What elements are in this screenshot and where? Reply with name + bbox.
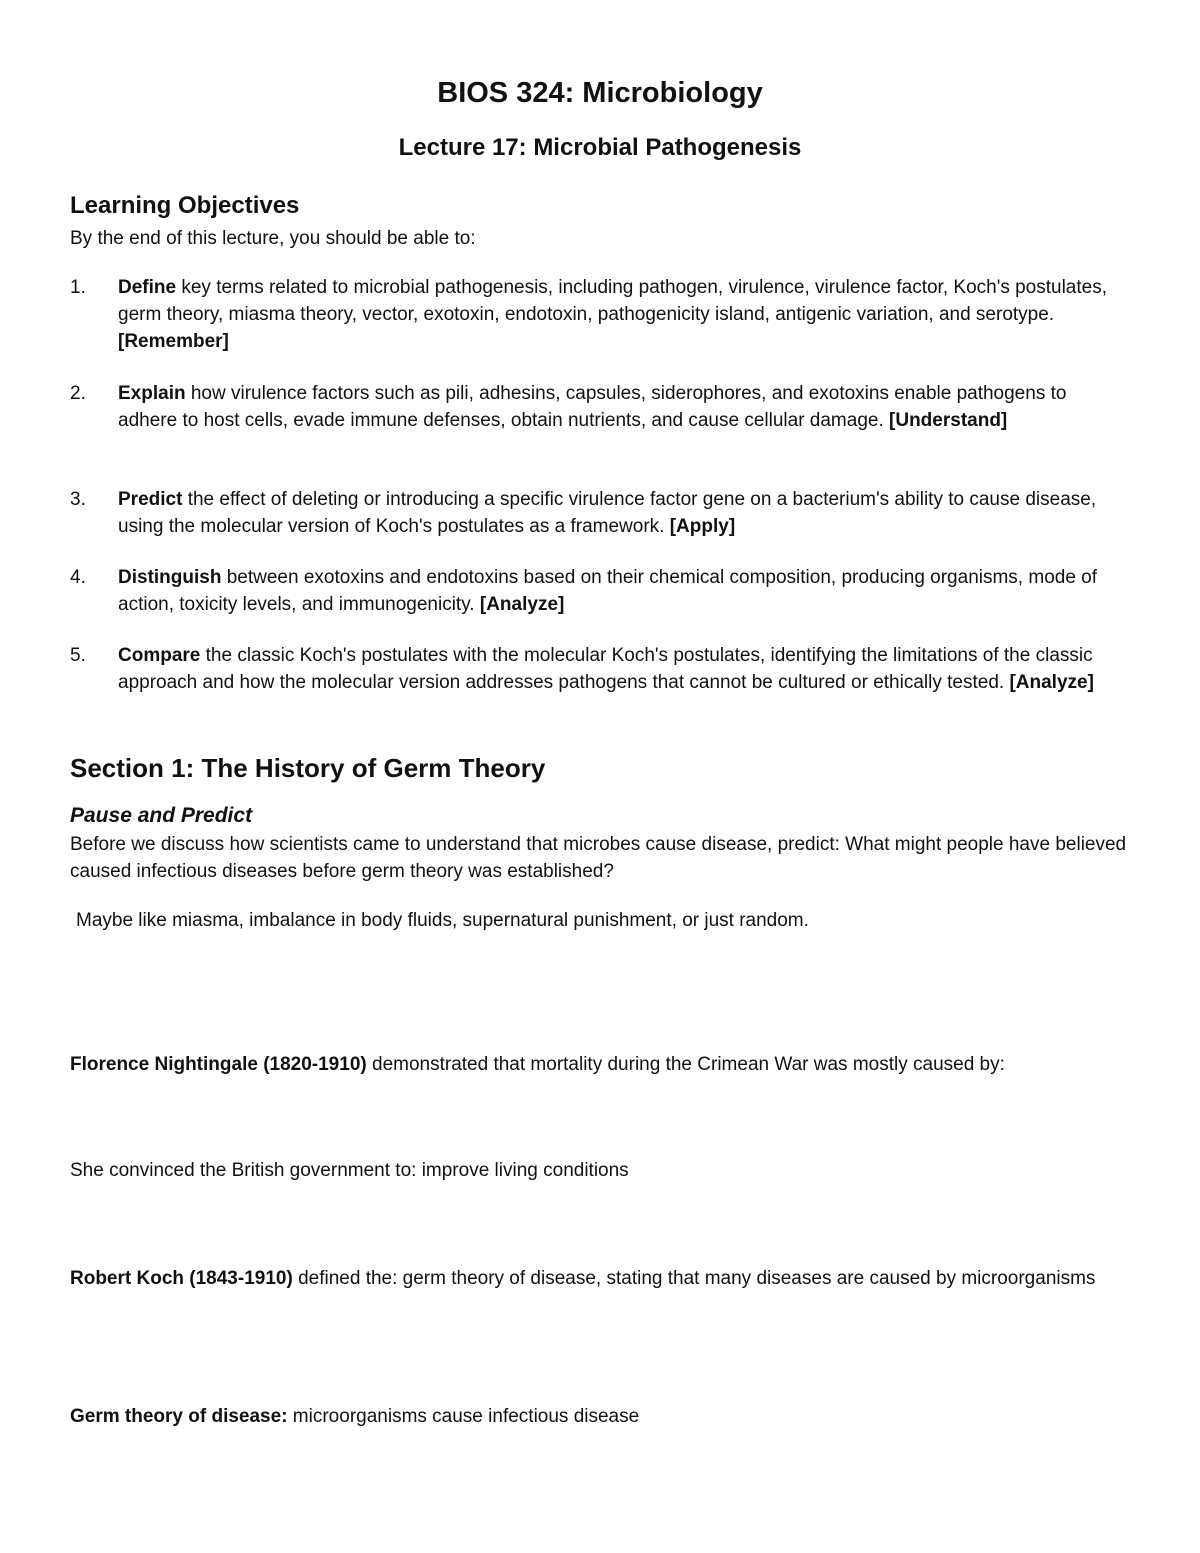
objective-number: 1. (70, 277, 86, 298)
objective-number: 2. (70, 383, 86, 404)
objective-text: the effect of deleting or introducing a specific virulence factor gene on a bacterium's ability to cause disease, using the molecular version of Koch's postulates as a framework. (118, 489, 1097, 537)
section-1-heading: Section 1: The History of Germ Theory (70, 753, 546, 783)
convinced-paragraph: She convinced the British government to: improve living conditions (70, 1160, 629, 1181)
pause-answer: Maybe like miasma, imbalance in body fluids, supernatural punishment, or just random. (76, 910, 809, 931)
objective-item-5 (70, 642, 1130, 696)
germ-theory-text: microorganisms cause infectious disease (287, 1406, 640, 1427)
germ-theory-paragraph (70, 1403, 1130, 1430)
lecture-title: Lecture 17: Microbial Pathogenesis (398, 134, 802, 161)
objective-verb: Define (118, 277, 177, 298)
objective-level: [Apply] (669, 516, 736, 537)
objective-text: key terms related to microbial pathogenesis, including pathogen, virulence, virulence factor, Koch's postulates, germ theory, miasma theory, vector, exotoxin, endotoxin, pathogenicity island, antigenic variation, and serotype. (118, 277, 1107, 325)
objective-item-4 (70, 564, 1130, 618)
objectives-intro: By the end of this lecture, you should be able to: (70, 228, 476, 249)
koch-paragraph (70, 1265, 1130, 1292)
nightingale-text: demonstrated that mortality during the Crimean War was mostly caused by: (366, 1054, 1005, 1075)
objective-level: [Remember] (118, 331, 229, 352)
objective-verb: Predict (118, 489, 183, 510)
objective-verb: Distinguish (118, 567, 222, 588)
objective-item-2 (70, 380, 1130, 434)
koch-text: defined the: germ theory of disease, stating that many diseases are caused by microorganisms (292, 1268, 1096, 1289)
objective-verb: Compare (118, 645, 201, 666)
objective-level: [Analyze] (1009, 672, 1094, 693)
objective-level: [Understand] (889, 410, 1008, 431)
pause-prompt: Before we discuss how scientists came to understand that microbes cause disease, predict: What might people have believed caused infectious diseases before germ theory was established? (70, 834, 1127, 882)
objective-item-3 (70, 486, 1130, 540)
pause-and-predict-heading: Pause and Predict (70, 804, 253, 827)
nightingale-name: Florence Nightingale (1820-1910) (70, 1054, 367, 1075)
objective-number: 3. (70, 489, 86, 510)
objective-text: between exotoxins and endotoxins based on their chemical composition, producing organisms, mode of action, toxicity levels, and immunogenicity. (118, 567, 1098, 615)
learning-objectives-heading: Learning Objectives (70, 192, 300, 219)
objective-number: 5. (70, 645, 86, 666)
objective-number: 4. (70, 567, 86, 588)
objective-text: how virulence factors such as pili, adhesins, capsules, siderophores, and exotoxins enable pathogens to adhere to host cells, evade immune defenses, obtain nutrients, and cause cellular damage. (118, 383, 1067, 431)
koch-name: Robert Koch (1843-1910) (70, 1268, 293, 1289)
nightingale-paragraph (70, 1051, 1130, 1078)
objective-level: [Analyze] (479, 594, 565, 615)
germ-theory-term: Germ theory of disease: (70, 1406, 288, 1427)
objective-item-1 (70, 274, 1130, 355)
objective-verb: Explain (118, 383, 186, 404)
course-title: BIOS 324: Microbiology (437, 77, 763, 109)
objective-text: the classic Koch's postulates with the molecular Koch's postulates, identifying the limitations of the classic approach and how the molecular version addresses pathogens that cannot be cultured or ethically tested. (118, 645, 1093, 693)
